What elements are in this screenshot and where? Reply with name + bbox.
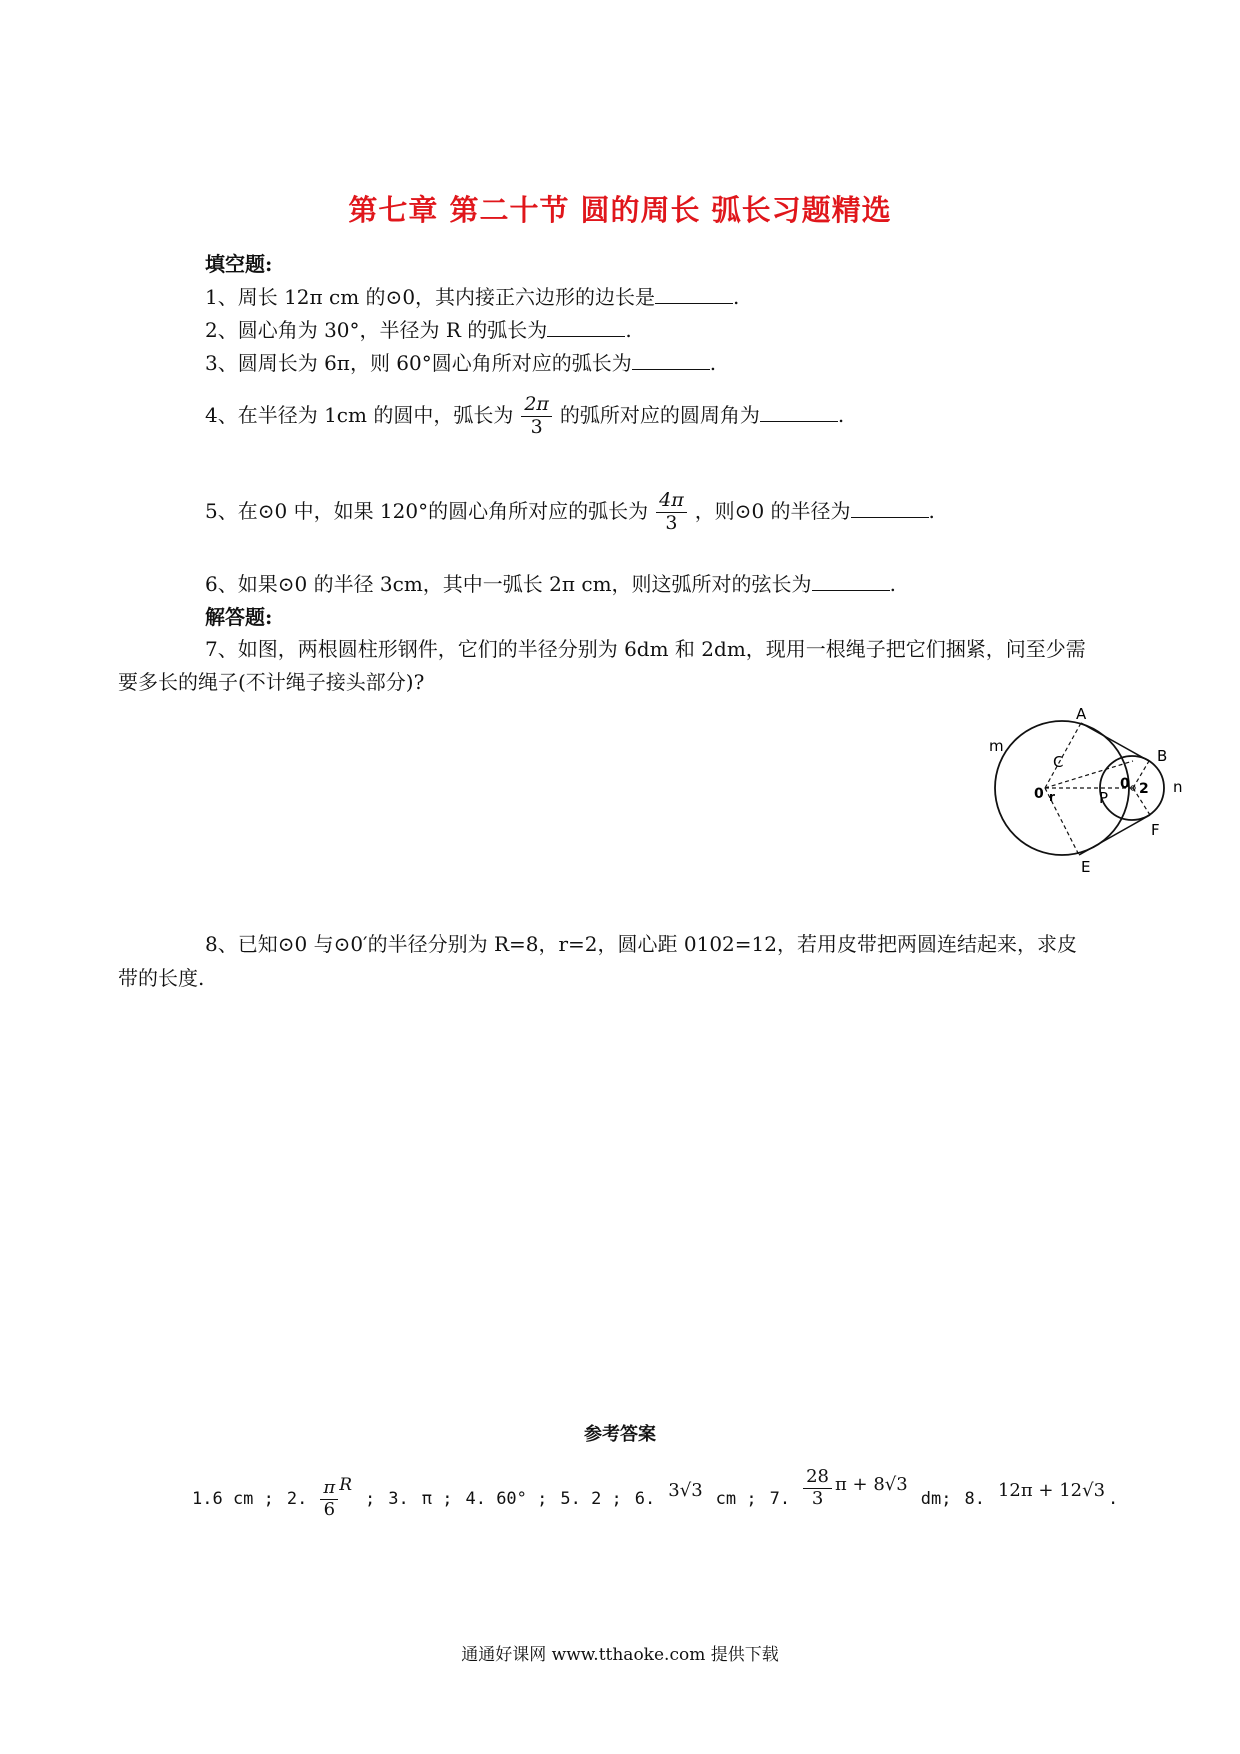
label-a: A xyxy=(1076,705,1087,723)
answer-2-r: R xyxy=(339,1475,353,1496)
period: . xyxy=(709,351,717,375)
answer-6: 3√3 xyxy=(668,1479,703,1501)
answer-4: 4. 60° ; xyxy=(465,1489,548,1510)
fraction-numerator: 2π xyxy=(524,393,549,415)
fraction-numerator: π xyxy=(323,1477,336,1498)
question-4-text: 4、在半径为 1cm 的圆中，弧长为 xyxy=(205,402,514,427)
answer-6-unit: cm ; xyxy=(715,1489,757,1510)
question-8-line-2: 带的长度. xyxy=(118,966,205,990)
answer-2-fraction xyxy=(320,1478,338,1520)
fraction-4pi-over-3 xyxy=(656,490,687,535)
question-3 xyxy=(205,347,716,376)
fraction-numerator: 4π xyxy=(659,489,684,511)
answer-8-label: 8. xyxy=(964,1489,985,1510)
fraction-denominator: 3 xyxy=(665,511,678,534)
answer-end: . xyxy=(1108,1489,1119,1510)
answer-blank xyxy=(760,403,838,422)
answer-2-label: 2. xyxy=(286,1489,308,1510)
period: . xyxy=(928,498,935,523)
separator: ; xyxy=(365,1489,376,1510)
question-2 xyxy=(205,314,632,343)
period: . xyxy=(837,402,845,427)
question-8-line-1: 8、已知⊙0 与⊙0′的半径分别为 R=8，r=2，圆心距 0102=12，若用皮带把两圆连结起来，求皮 xyxy=(205,932,1077,956)
solve-heading: 解答题: xyxy=(205,605,273,629)
answer-row xyxy=(192,1466,1119,1520)
lower-tangent-line xyxy=(1079,815,1150,855)
label-e: E xyxy=(1081,858,1091,875)
answer-7-label: 7. xyxy=(769,1489,791,1510)
answer-blank xyxy=(547,318,625,337)
answer-3-label: 3. xyxy=(388,1489,409,1510)
label-f: F xyxy=(1151,821,1160,839)
answer-blank xyxy=(851,499,929,518)
label-b: B xyxy=(1157,747,1168,765)
answers-title: 参考答案 xyxy=(584,1424,656,1445)
fraction-denominator: 3 xyxy=(811,1487,824,1509)
answer-5: 5. 2 ; xyxy=(560,1489,622,1510)
fill-in-heading: 填空题: xyxy=(205,252,273,276)
fraction-denominator: 6 xyxy=(323,1498,336,1520)
page-title: 第七章 第二十节 圆的周长 弧长习题精选 xyxy=(348,193,892,227)
answer-7-unit: dm; xyxy=(920,1489,952,1510)
period: . xyxy=(889,572,896,596)
question-7-line-2: 要多长的绳子(不计绳子接头部分)? xyxy=(118,670,425,694)
fraction-numerator: 28 xyxy=(806,1466,829,1487)
question-6-text: 6、如果⊙0 的半径 3cm，其中一弧长 2π cm，则这弧所对的弦长为 xyxy=(205,572,812,596)
label-r: r xyxy=(1049,790,1055,804)
question-5-text: 5、在⊙0 中，如果 120°的圆心角所对应的弧长为 xyxy=(205,498,649,523)
label-n: n xyxy=(1173,778,1183,796)
question-5 xyxy=(205,490,935,535)
label-o1: 0 xyxy=(1034,786,1044,802)
answer-7-fraction xyxy=(803,1467,832,1509)
answer-blank xyxy=(655,285,733,304)
question-4-text-end: 的弧所对应的圆周角为 xyxy=(559,402,760,427)
question-2-text: 2、圆心角为 30°，半径为 R 的弧长为 xyxy=(205,318,548,342)
label-p: P xyxy=(1099,789,1109,807)
question-7-line-1: 7、如图，两根圆柱形钢件，它们的半径分别为 6dm 和 2dm，现用一根绳子把它们捆紧，问至少需 xyxy=(205,637,1086,661)
question-6 xyxy=(205,568,896,597)
upper-tangent-line xyxy=(1081,723,1149,761)
label-m: m xyxy=(989,737,1004,755)
answer-1: 1.6 cm ; xyxy=(192,1489,274,1510)
fraction-denominator: 3 xyxy=(530,415,543,438)
answer-6-label: 6. xyxy=(634,1489,656,1510)
fraction-2pi-over-3 xyxy=(521,394,552,439)
answer-8: 12π + 12√3 xyxy=(997,1479,1106,1501)
answer-7-tail: π + 8√3 xyxy=(835,1473,908,1495)
question-5-text-end: ，则⊙0 的半径为 xyxy=(694,498,851,523)
footer: 通通好课网 www.tthaoke.com 提供下载 xyxy=(461,1645,779,1665)
label-small-radius: 2 xyxy=(1139,781,1149,797)
label-c: C xyxy=(1053,753,1064,771)
question-1 xyxy=(205,281,739,310)
answer-3: π ; xyxy=(421,1489,453,1510)
question-4 xyxy=(205,394,844,439)
label-o2: 0 xyxy=(1120,776,1130,792)
question-3-text: 3、圆周长为 6π，则 60°圆心角所对应的弧长为 xyxy=(205,351,632,375)
answer-blank xyxy=(632,351,710,370)
period: . xyxy=(733,285,740,309)
question-1-text: 1、周长 12π cm 的⊙0，其内接正六边形的边长是 xyxy=(205,285,656,309)
period: . xyxy=(625,318,632,342)
answer-blank xyxy=(812,572,890,591)
two-circles-belt-figure xyxy=(985,705,1185,875)
